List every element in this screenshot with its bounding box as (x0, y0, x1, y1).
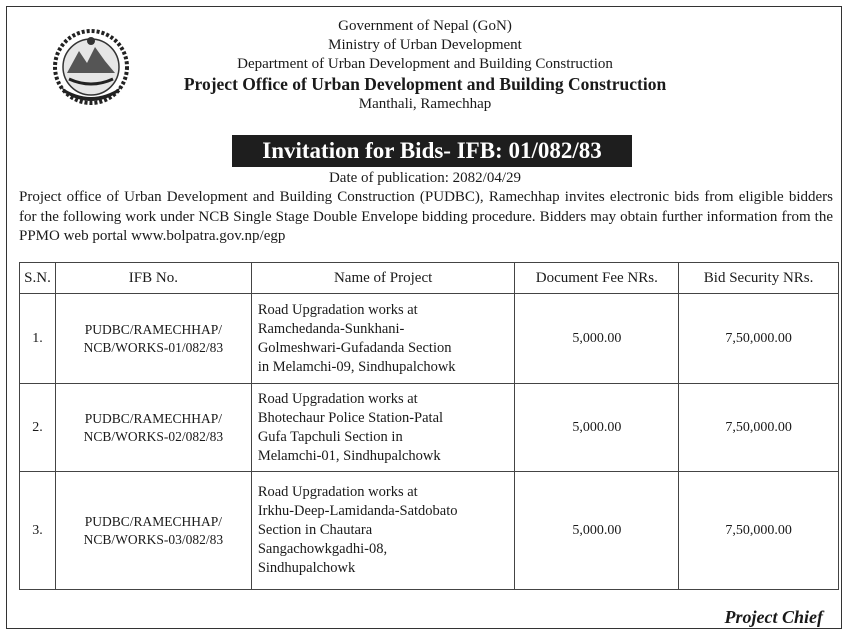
row-document-fee: 5,000.00 (515, 384, 679, 472)
ifb-line: PUDBC/RAMECHHAP/ (84, 513, 223, 529)
ifb-line: PUDBC/RAMECHHAP/ (84, 321, 223, 337)
office-name: Project Office of Urban Development and Building Construction (183, 74, 667, 94)
row-ifb-no (55, 384, 251, 472)
intro-paragraph: Project office of Urban Development and Building Construction (PUDBC), Ramechhap invites electronic bids from eligible bidders for the following work under NCB Single Stage Double Envelope bidding procedure. Bidders may obtain further information from the PPMO web portal www.bolpatra.gov.np/egp (19, 189, 833, 244)
ifb-line: NCB/WORKS-03/082/83 (83, 531, 224, 547)
header-ifb-no: IFB No. (55, 263, 251, 294)
row-project-name (251, 472, 515, 590)
row-document-fee: 5,000.00 (515, 294, 679, 384)
table-row (20, 294, 839, 384)
row-document-fee: 5,000.00 (515, 472, 679, 590)
header-project-name: Name of Project (251, 263, 515, 294)
bid-notice (6, 6, 842, 629)
row-project-name (251, 294, 515, 384)
row-bid-security: 7,50,000.00 (679, 472, 839, 590)
row-bid-security: 7,50,000.00 (679, 384, 839, 472)
project-line: Ramchedanda-Sunkhani- (257, 320, 405, 337)
ifb-title-banner: Invitation for Bids- IFB: 01/082/83 (232, 135, 632, 167)
row-project-name (251, 384, 515, 472)
project-line: Golmeshwari-Gufadanda Section (257, 339, 452, 356)
bids-table (19, 262, 839, 590)
row-sn: 1. (20, 294, 56, 384)
project-line: Melamchi-01, Sindhupalchowk (257, 447, 441, 464)
project-line: Irkhu-Deep-Lamidanda-Satdobato (257, 503, 458, 519)
project-line: Road Upgradation works at (257, 390, 418, 407)
office-location: Manthali, Ramechhap (358, 96, 492, 112)
project-line: Gufa Tapchuli Section in (257, 428, 403, 445)
project-line: Road Upgradation works at (257, 301, 418, 318)
table-row (20, 384, 839, 472)
header-sn: S.N. (20, 263, 56, 294)
project-line: Sangachowkgadhi-08, (257, 541, 388, 557)
government-name: Government of Nepal (GoN) (338, 18, 512, 34)
project-line: Section in Chautara (257, 522, 373, 538)
ministry-name: Ministry of Urban Development (328, 37, 522, 53)
row-ifb-no (55, 472, 251, 590)
row-bid-security: 7,50,000.00 (679, 294, 839, 384)
header-bid-security: Bid Security NRs. (679, 263, 839, 294)
row-ifb-no (55, 294, 251, 384)
ifb-line: NCB/WORKS-02/082/83 (83, 428, 224, 444)
row-sn: 3. (20, 472, 56, 590)
letterhead (7, 17, 843, 114)
department-name: Department of Urban Development and Building Construction (237, 56, 613, 72)
project-line: in Melamchi-09, Sindhupalchowk (257, 358, 456, 375)
publication-date: Date of publication: 2082/04/29 (328, 170, 522, 186)
row-sn: 2. (20, 384, 56, 472)
table-header-row (20, 263, 839, 294)
table-row (20, 472, 839, 590)
project-line: Bhotechaur Police Station-Patal (257, 409, 444, 426)
project-line: Road Upgradation works at (257, 484, 418, 500)
ifb-line: NCB/WORKS-01/082/83 (83, 339, 224, 355)
header-document-fee: Document Fee NRs. (515, 263, 679, 294)
signature-project-chief: Project Chief (724, 607, 823, 627)
ifb-line: PUDBC/RAMECHHAP/ (84, 410, 223, 426)
project-line: Sindhupalchowk (257, 560, 356, 576)
